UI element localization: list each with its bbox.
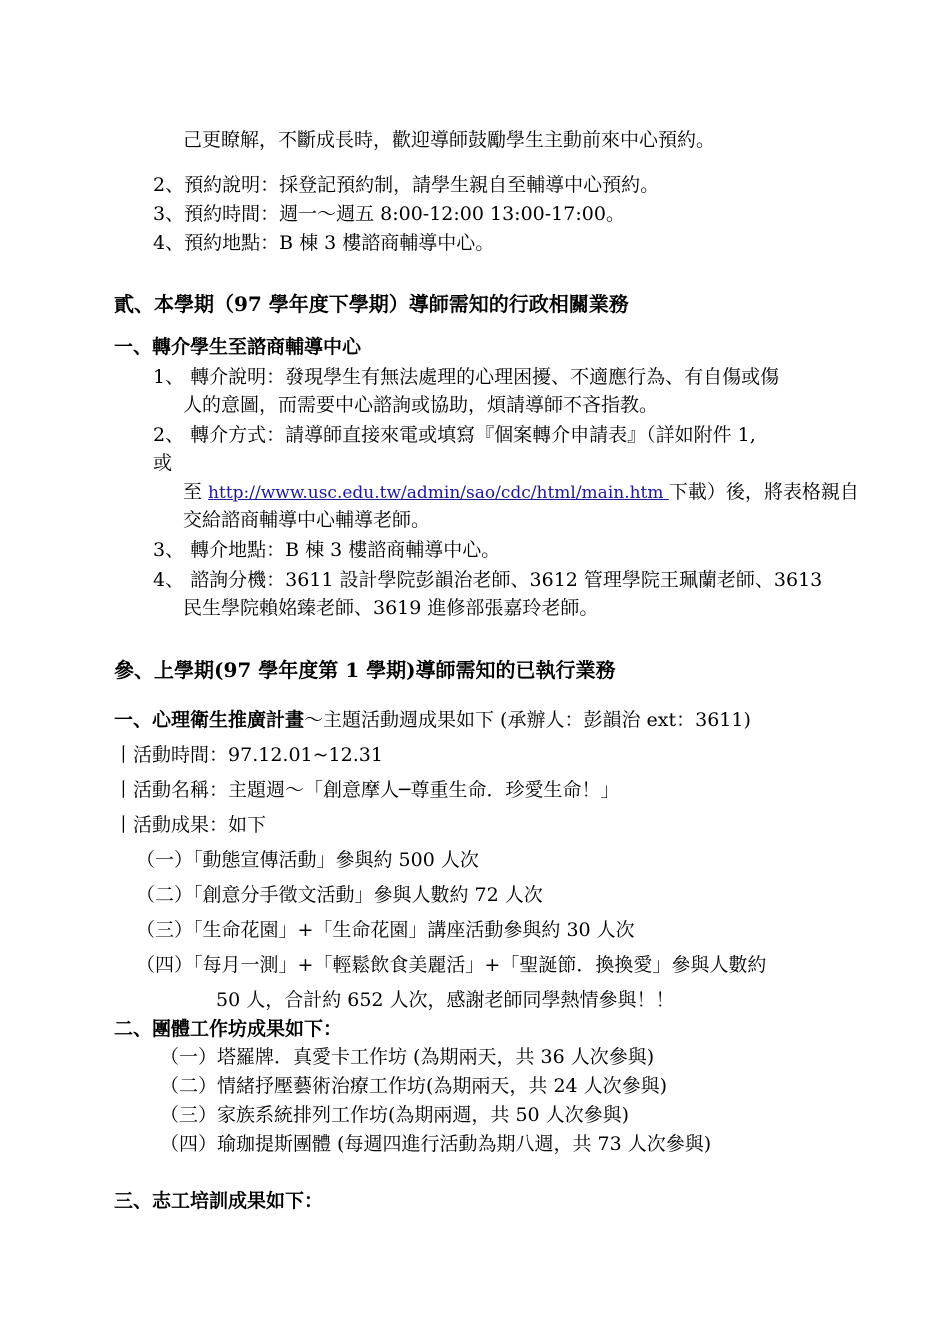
result-item: （二）「創意分手徵文活動」參與人數約 72 人次: [136, 884, 543, 906]
bullet-mark: 丨: [114, 779, 134, 801]
subsection-heading: [114, 706, 751, 734]
list-item-continuation: [183, 478, 859, 507]
subsection-heading: 一、轉介學生至諮商輔導中心: [114, 336, 362, 358]
workshop-item: （一）塔羅牌．真愛卡工作坊 (為期兩天，共 36 人次參與): [160, 1046, 655, 1068]
subsection-heading: 二、團體工作坊成果如下：: [114, 1018, 343, 1040]
list-item: 4、預約地點：B 棟 3 樓諮商輔導中心。: [153, 232, 495, 254]
workshop-item: （三）家族系統排列工作坊(為期兩週，共 50 人次參與): [160, 1104, 630, 1126]
list-item: 2、預約說明：採登記預約制，請學生親自至輔導中心預約。: [153, 174, 660, 196]
workshop-item: （二）情緒抒壓藝術治療工作坊(為期兩天，共 24 人次參與): [160, 1075, 668, 1097]
list-item: 2、 轉介方式：請導師直接來電或填寫『個案轉介申請表』（詳如附件 1,: [153, 424, 756, 446]
result-item: （四）「每月一測」+「輕鬆飲食美麗活」+「聖誕節．換換愛」參與人數約: [136, 954, 767, 976]
bullet-mark: 丨: [114, 814, 134, 836]
list-item-continuation: 或: [153, 452, 173, 474]
bullet-item: [114, 741, 383, 769]
link-prefix: 至: [183, 481, 209, 503]
result-item: （一）「動態宣傳活動」參與約 500 人次: [136, 849, 479, 871]
list-item: 3、 轉介地點：B 棟 3 樓諮商輔導中心。: [153, 539, 501, 561]
link-suffix: 下載）後，將表格親自: [668, 481, 859, 503]
list-item: 3、預約時間：週一～週五 8:00-12:00 13:00-17:00。: [153, 203, 625, 225]
bullet-text: 活動名稱：主題週～「創意摩人─尊重生命．珍愛生命！」: [133, 779, 620, 801]
list-item-continuation: 交給諮商輔導中心輔導老師。: [183, 509, 431, 531]
subsection-heading: 三、志工培訓成果如下：: [114, 1190, 324, 1212]
list-item-continuation: 人的意圖，而需要中心諮詢或協助，煩請導師不吝指教。: [183, 394, 659, 416]
section-heading: 參、上學期(97 學年度第 1 學期)導師需知的已執行業務: [114, 658, 616, 682]
result-item-continuation: 50 人，合計約 652 人次，感謝老師同學熱情參與！！: [216, 989, 675, 1011]
list-item: 4、 諮詢分機：3611 設計學院彭韻治老師、3612 管理學院王珮蘭老師、3613: [153, 569, 823, 591]
subsection-heading-rest: ～主題活動週成果如下 (承辦人：彭韻治 ext：3611): [304, 709, 751, 731]
bullet-mark: 丨: [114, 744, 134, 766]
bullet-text: 活動成果：如下: [133, 814, 267, 836]
section-heading: 貳、本學期（97 學年度下學期）導師需知的行政相關業務: [114, 292, 629, 316]
list-item-continuation: 民生學院賴姳臻老師、3619 進修部張嘉玲老師。: [183, 597, 599, 619]
subsection-heading-bold: 一、心理衛生推廣計畫: [114, 709, 305, 731]
workshop-item: （四）瑜珈提斯團體 (每週四進行活動為期八週，共 73 人次參與): [160, 1133, 712, 1155]
form-download-link[interactable]: http://www.usc.edu.tw/admin/sao/cdc/html/main.htm: [208, 483, 669, 503]
bullet-item: [114, 776, 619, 804]
list-item: 1、 轉介說明：發現學生有無法處理的心理困擾、不適應行為、有自傷或傷: [153, 366, 780, 388]
bullet-item: [114, 811, 266, 839]
result-item: （三）「生命花園」+「生命花園」講座活動參與約 30 人次: [136, 919, 635, 941]
bullet-text: 活動時間：97.12.01~12.31: [133, 744, 383, 766]
paragraph-line: 己更瞭解，不斷成長時，歡迎導師鼓勵學生主動前來中心預約。: [183, 129, 716, 151]
